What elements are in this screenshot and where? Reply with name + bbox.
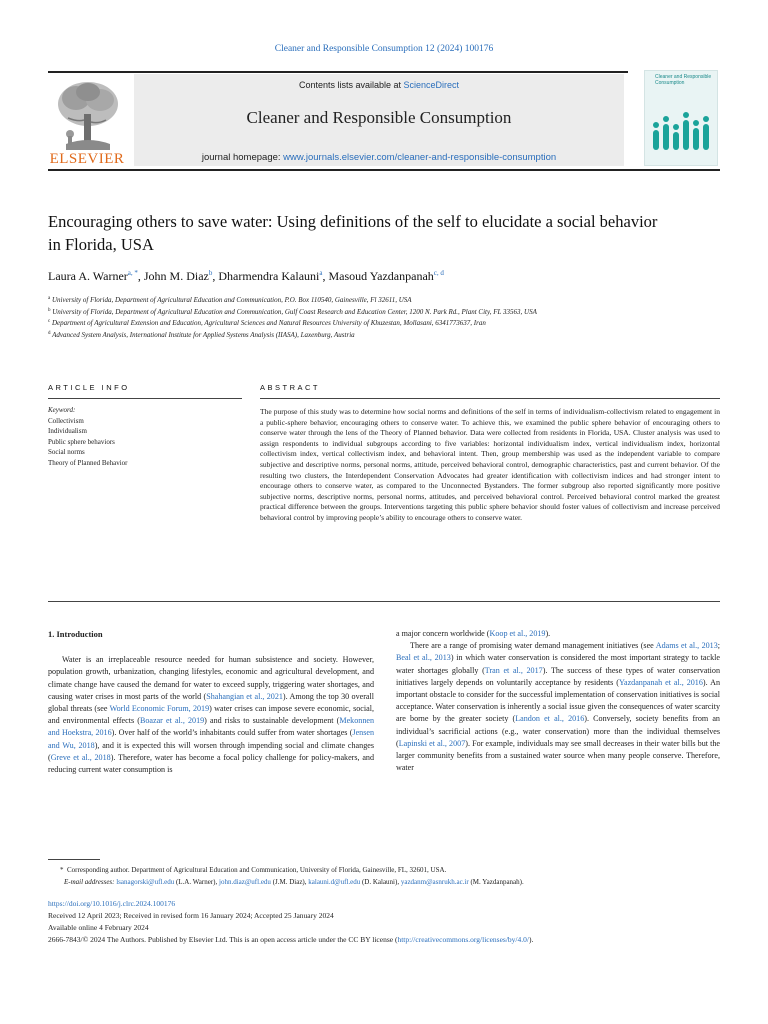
body-text: ). For example, individuals may see small decreases in their water bills but the larger community benefits from a sustained water source when many people conserve. Therefore, water xyxy=(396,738,720,773)
author-name: Laura A. Warner xyxy=(48,269,128,283)
masthead-top-rule xyxy=(48,71,628,73)
journal-cover[interactable] xyxy=(644,70,718,166)
citation-link[interactable]: Shahangian et al., 2021 xyxy=(206,691,283,701)
keyword-item: Theory of Planned Behavior xyxy=(48,458,128,467)
body-text: ). Over half of the world’s inhabitants could suffer from water shortages ( xyxy=(111,728,353,738)
author-name: Dharmendra Kalauni xyxy=(218,269,320,283)
sciencedirect-link[interactable]: ScienceDirect xyxy=(403,80,460,90)
article-info-heading: ARTICLE INFO xyxy=(48,383,130,392)
affiliation-d: $^d$ Advanced System Analysis, International Institute for Applied Systems Analysis (IIASA), Laxenburg, Austria xyxy=(48,330,355,339)
citation-link[interactable]: Lapinski et al., 2007 xyxy=(398,738,466,748)
elsevier-wordmark: ELSEVIER xyxy=(49,151,125,167)
author-affil-sup[interactable]: c, d xyxy=(433,269,444,277)
footnote-rule xyxy=(48,859,100,860)
article-title: Encouraging others to save water: Using definitions of the self to elucidate a social behavior in Florida, USA xyxy=(48,212,658,254)
body-text: There are a range of promising water demand management initiatives (see xyxy=(410,641,656,651)
homepage-link[interactable]: www.journals.elsevier.com/cleaner-and-responsible-consumption xyxy=(283,152,557,163)
email-owner: (D. Kalauni), xyxy=(360,878,401,886)
abstract-heading: ABSTRACT xyxy=(260,383,321,392)
citation-link[interactable]: Jensen and Wu, 2018 xyxy=(48,728,374,750)
body-text: ). xyxy=(545,629,551,638)
citation-link[interactable]: Koop et al., 2019 xyxy=(489,629,546,638)
body-text: ) and risks to sustainable development ( xyxy=(204,716,340,726)
available-online: Available online 4 February 2024 xyxy=(48,923,149,932)
intro-paragraph-1-continued xyxy=(396,628,720,640)
elsevier-tree-icon xyxy=(48,78,126,152)
author-affil-sup[interactable]: a xyxy=(319,269,323,277)
body-text: a major concern worldwide ( xyxy=(396,629,490,638)
affiliation-b: $^b$ University of Florida, Department of Agricultural Education and Communication, Gulf Coast Research and Education Center, 1200 N. Park Rd., Plant City, FL 33563, USA xyxy=(48,307,537,316)
corresponding-author-note: * Corresponding author. Department of Agricultural Education and Communication, University of Florida, Gainesville, FL, 32601, USA. xyxy=(60,866,447,874)
body-text: ). An important obstacle to consider for the successful implementation of conservation initiatives is social acceptance. Water conservation is inherently a social issue given the consequences of water scarcity are borne by the greater society ( xyxy=(396,677,721,724)
email-owner: (J.M. Diaz), xyxy=(270,878,309,886)
abstract-text: The purpose of this study was to determine how social norms and definitions of the self in terms of individualism-collectivism related to engagement in a public-sphere behavior, encouraging others to conserve water. To achieve this, we examined the public sphere behavior of encouraging others to conserve water through the lens of the Theory of Planned behavior. Data were collected from residents in Florida, USA. Cluster analysis was used to assign respondents to individual subgroups according to five variables: horizontal individualism index, vertical individualism index, horizontal collectivism index, vertical collectivism index, and behavioral intent. Then, group membership was used as the independent variable to compare subjective and descriptive norms, personal norms, attitude, perceived behavioral control, demographic characteristics, past and current behavior. Of the resulting two clusters, the Interdependent Conservation Advocates had greater identification with collectivism indices and had stronger intent to encourage others to conserve water, as compared to the Unconnected Bystanders. The former subgroup also reported significantly more positive subjective norms, descriptive norms, personal norms, attitudes, and perceived behavioral control. Perceived behavioral control marked the greatest practical difference between the groups. Interventions targeting this public sphere behavior should foster values of collectivism and increase perceived behavioral control by improving people’s ability to encourage others to conserve water. xyxy=(260,407,720,522)
email-owner: (M. Yazdanpanah). xyxy=(468,878,524,886)
elsevier-logo xyxy=(48,78,126,166)
author-affil-sup[interactable]: b xyxy=(208,269,213,277)
doi-link[interactable]: https://doi.org/10.1016/j.clrc.2024.100176 xyxy=(48,899,176,908)
citation-link[interactable]: Beal et al., 2013 xyxy=(396,653,451,663)
affiliations xyxy=(48,294,720,340)
license-line: 2666-7843/© 2024 The Authors. Published by Elsevier Ltd. This is an open access article under the CC BY license (http://creativecommons.org/licenses/by/4.0/). xyxy=(48,935,534,944)
citation-link[interactable]: Mekonnen and Hoekstra, 2016 xyxy=(48,716,375,738)
citation-link[interactable]: Boazar et al., 2019 xyxy=(139,716,205,726)
body-text: Water is an irreplaceable resource needed for human subsistence and society. However, population growth, urbanization, changing lifestyles, economic and agricultural development, and climate change have caused the demand for water to exceed supply, triggering water shortages, and causing water crises in most parts of the world ( xyxy=(48,655,374,701)
keyword-list xyxy=(48,405,242,468)
journal-masthead xyxy=(48,70,720,170)
body-column-left xyxy=(48,628,374,776)
masthead-bottom-rule xyxy=(48,169,720,171)
email-link[interactable]: john.diaz@ufl.edu xyxy=(219,878,271,886)
keyword-label: Keyword: xyxy=(48,406,76,414)
email-link[interactable]: yazdanm@asnrukh.ac.ir xyxy=(400,878,469,886)
email-addresses xyxy=(48,876,720,888)
footnotes xyxy=(48,864,720,888)
body-text: ) in which water conservation is considered the most important strategy to tackle water shortages globally ( xyxy=(396,653,720,675)
journal-homepage xyxy=(134,152,624,163)
section-title-introduction: 1. Introduction xyxy=(48,629,103,639)
author-name: Masoud Yazdanpanah xyxy=(328,269,434,283)
contents-prefix: Contents lists available at xyxy=(298,80,404,90)
affiliation-c: $^c$ Department of Agricultural Extension and Education, Agricultural Sciences and Natural Resources University of Khuzestan, Mollasani, 6341773637, Iran xyxy=(48,319,486,327)
keyword-item: Individualism xyxy=(48,427,87,435)
masthead-band xyxy=(134,74,624,166)
email-owner: (L.A. Warner), xyxy=(174,878,219,886)
received-dates: Received 12 April 2023; Received in revised form 16 January 2024; Accepted 25 January 2024 xyxy=(48,911,334,920)
body-text: ). Among the top 30 overall global threats (see xyxy=(48,691,374,714)
article-metadata xyxy=(48,898,748,946)
keyword-item: Public sphere behaviors xyxy=(48,437,115,446)
email-label: E-mail addresses: xyxy=(64,878,115,886)
asterisk-mark: * xyxy=(60,866,67,874)
citation-link[interactable]: Landon et al., 2016 xyxy=(515,714,585,724)
email-link[interactable]: lsanagorski@ufl.edu xyxy=(116,878,175,886)
author-3[interactable] xyxy=(218,269,322,283)
journal-name: Cleaner and Responsible Consumption xyxy=(246,108,512,127)
citation-link[interactable]: Adams et al., 2013 xyxy=(655,641,718,651)
body-column-right xyxy=(396,628,720,774)
body-text: ), and it is expected this will worsen through impending social and climate changes ( xyxy=(48,740,374,762)
contents-availability xyxy=(134,80,624,90)
author-4[interactable] xyxy=(328,269,443,283)
author-list: Laura A. Warner$^{a, *}$, John M. Diaz$^b$, Dharmendra Kalauni$^a$, Masoud Yazdanpanah$^{c, d}$ xyxy=(48,269,444,283)
article-info-rule xyxy=(48,398,242,399)
citation-link[interactable]: Tran et al., 2017 xyxy=(484,665,543,675)
abstract-rule xyxy=(260,398,720,399)
body-text: ). The success of these types of water conservation initiatives largely depends on voluntarily acceptance by residents ( xyxy=(396,665,720,687)
keyword-item: Collectivism xyxy=(48,416,84,425)
cover-title: Cleaner and Responsible Consumption xyxy=(655,74,712,86)
keyword-item: Social norms xyxy=(48,448,85,456)
author-affil-sup[interactable]: a, * xyxy=(127,269,138,277)
author-2[interactable] xyxy=(144,269,213,283)
intro-paragraph-1 xyxy=(48,654,374,776)
body-text: ; xyxy=(717,641,721,651)
author-name: John M. Diaz xyxy=(143,269,209,283)
citation-link[interactable]: World Economic Forum, 2019 xyxy=(109,704,210,714)
body-text: ). Therefore, water has become a focal policy challenge for policy-makers, and reducing current water consumption is xyxy=(48,752,375,775)
cover-people-icon xyxy=(651,107,713,157)
homepage-prefix: journal homepage: xyxy=(201,152,284,163)
body-text: ) water crises can impose severe economic, social, and environmental effects ( xyxy=(48,704,374,726)
section-divider xyxy=(48,601,720,602)
license-link[interactable]: http://creativecommons.org/licenses/by/4.0/ xyxy=(397,935,529,944)
author-1[interactable] xyxy=(48,269,138,283)
affiliation-a: $^a$ University of Florida, Department of Agricultural Education and Communication, P.O. Box 110540, Gainesville, Fl 32611, USA xyxy=(48,296,412,304)
citation-link[interactable]: Greve et al., 2018 xyxy=(50,752,111,762)
intro-paragraph-2 xyxy=(396,640,720,774)
citation-link[interactable]: Yazdanpanah et al., 2016 xyxy=(618,677,703,687)
journal-reference-link[interactable]: Cleaner and Responsible Consumption 12 (2024) 100176 xyxy=(274,44,494,54)
body-text: ). Conversely, society benefits from an individual’s sacrificial actions (e.g., water conservation) more than the individual themselves ( xyxy=(396,714,720,748)
email-link[interactable]: kalauni.d@ufl.edu xyxy=(308,878,361,886)
